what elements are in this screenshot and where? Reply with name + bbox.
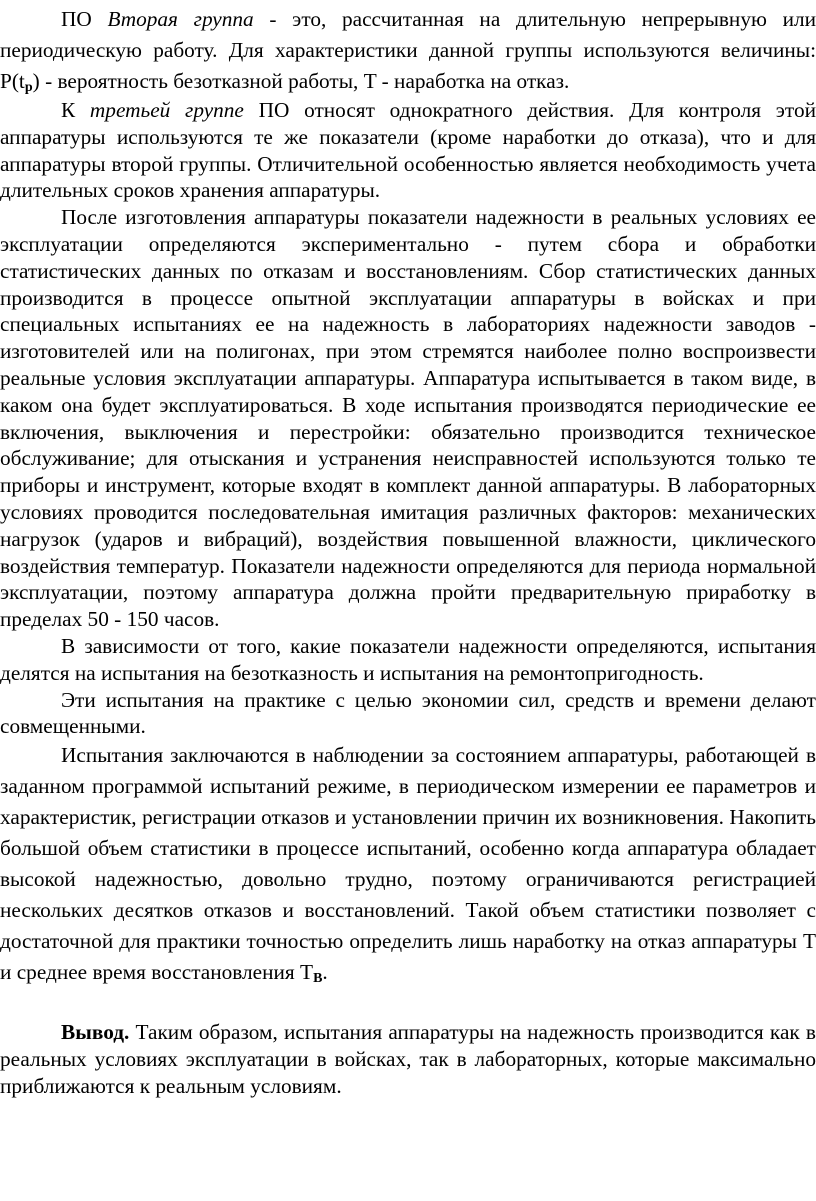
term-second-group: Вторая группа (107, 7, 254, 31)
paragraph-text-end: ) - вероятность безотказной работы, T - наработка на отказ. (32, 69, 570, 93)
paragraph-group-three (0, 97, 816, 204)
conclusion-text: Таким образом, испытания аппаратуры на надежность производится как в реальных условиях эксплуатации в войсках, так в лабораторных, которые максимально приближаются к реальным условиям. (0, 1020, 816, 1098)
paragraph-test-procedure (0, 740, 816, 988)
conclusion-paragraph (0, 1019, 816, 1099)
paragraph-combined-tests: Эти испытания на практике с целью экономии сил, средств и времени делают совмещенными. (0, 687, 816, 739)
paragraph-text: ПО относят однократного действия. Для контроля этой аппаратуры используются те же показатели (кроме наработки до отказа), что и для аппаратуры второй группы. Отличительной особенностью является необходимость учета длительных сроков хранения аппаратуры. (0, 98, 816, 203)
paragraph-text: Испытания заключаются в наблюдении за состоянием аппаратуры, работающей в заданном программой испытаний режиме, в периодическом измерении ее параметров и характеристик, регистрации отказов и установлении причин их возникновения. Накопить большой объем статистики в процессе испытаний, особенно когда аппаратура обладает высокой надежностью, довольно трудно, поэтому ограничиваются регистрацией нескольких десятков отказов и восстановлений. Такой объем статистики позволяет с достаточной для практики точностью определить лишь наработку на отказ аппаратуры T и среднее время восстановления T (0, 743, 816, 985)
document-page (0, 4, 816, 1100)
paragraph-group-two (0, 4, 816, 97)
subscript-p: p (24, 80, 33, 95)
paragraph-gap (0, 988, 816, 1019)
subscript-b: B (313, 971, 323, 987)
paragraph-test-types: В зависимости от того, какие показатели надежности определяются, испытания делятся на испытания на безотказность и испытания на ремонтопригодность. (0, 633, 816, 685)
paragraph-text: - это, рассчитанная на длительную непрерывную или периодическую работу. Для характеристики данной группы используются величины: P(t (0, 7, 816, 93)
paragraph-testing-conditions: После изготовления аппаратуры показатели надежности в реальных условиях ее эксплуатации определяются экспериментально - путем сбора и обработки статистических данных по отказам и восстановлениям. Сбор статистических данных производится в процессе опытной эксплуатации аппаратуры в войсках и при специальных испытаниях ее на надежность в лабораториях надежности заводов - изготовителей или на полигонах, при этом стремятся наиболее полно воспроизвести реальные условия эксплуатации аппаратуры. Аппаратура испытывается в таком виде, в каком она будет эксплуатироваться. В ходе испытания производятся периодические ее включения, выключения и перестройки: обязательно производится техническое обслуживание; для отыскания и устранения неисправностей используются только те приборы и инструмент, которые входят в комплект данной аппаратуры. В лабораторных условиях проводится последовательная имитация различных факторов: механических нагрузок (ударов и вибраций), воздействия повышенной влажности, циклического воздействия температур. Показатели надежности определяются для периода нормальной эксплуатации, поэтому аппаратура должна пройти предварительную приработку в пределах 50 - 150 часов. (0, 205, 816, 632)
term-third-group: третьей группе (89, 98, 244, 122)
conclusion-label: Вывод. (61, 1020, 130, 1045)
paragraph-prefix: К (61, 98, 90, 122)
paragraph-text-end: . (322, 960, 328, 985)
paragraph-prefix: ПО (61, 7, 108, 31)
